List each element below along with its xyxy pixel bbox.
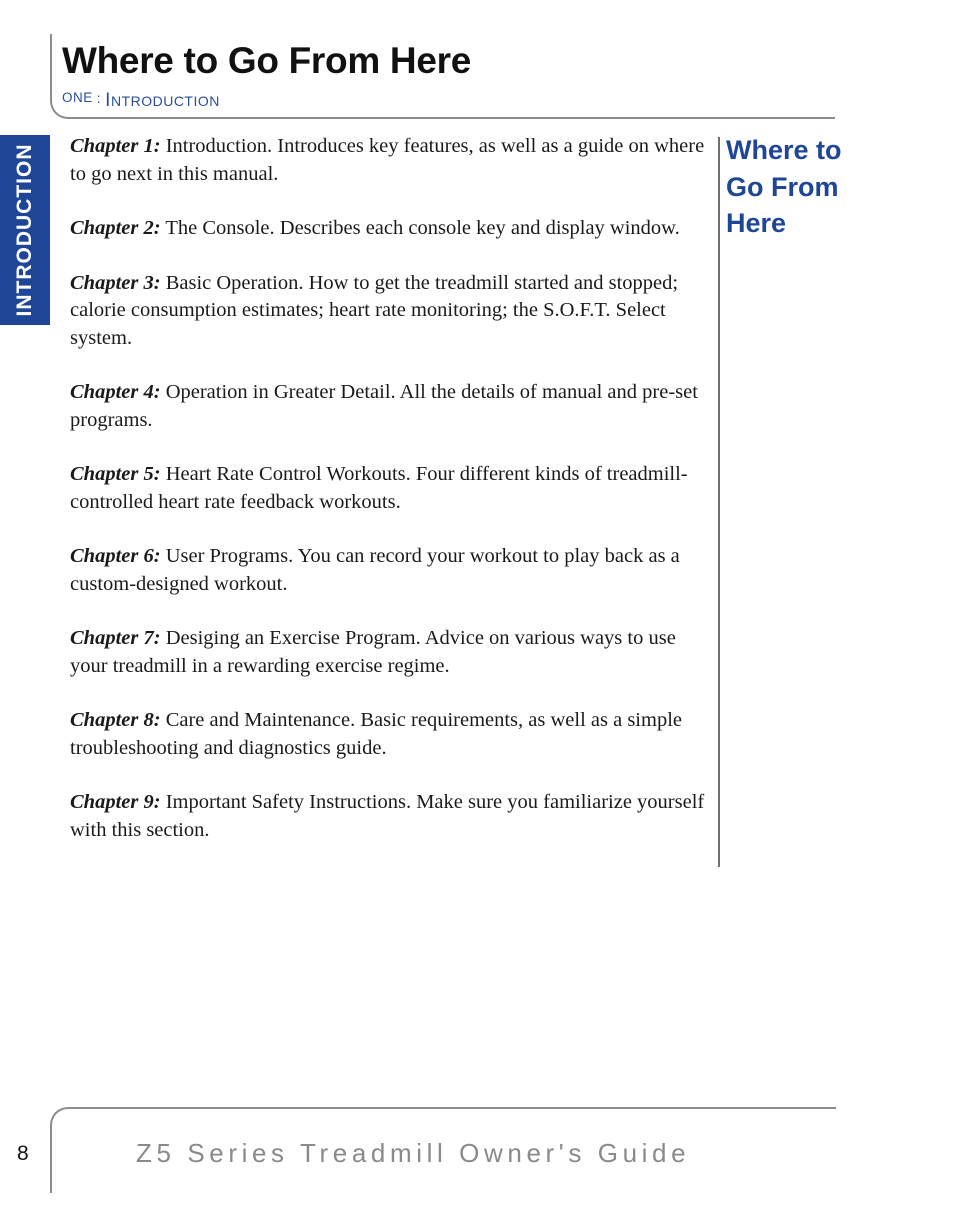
page-number: 8 — [17, 1142, 29, 1165]
sidebar-heading-line: Where to — [726, 135, 842, 165]
section-tab-label: INTRODUCTION — [13, 143, 36, 317]
chapter-description: Important Safety Instructions. Make sure you familiarize yourself with this section. — [70, 791, 705, 841]
chapter-label: Chapter 4: — [70, 381, 161, 403]
chapter-label: Chapter 6: — [70, 545, 161, 567]
chapter-label: Chapter 5: — [70, 463, 161, 485]
chapter-description: User Programs. You can record your workout to play back as a custom-designed workout. — [70, 545, 680, 595]
breadcrumb-separator: : — [96, 90, 102, 106]
sidebar-heading-line: Go From — [726, 171, 839, 202]
chapter-entry — [70, 625, 715, 680]
chapter-description: Care and Maintenance. Basic requirements, as well as a simple troubleshooting and diagnostics guide. — [70, 709, 682, 759]
chapter-description: Desiging an Exercise Program. Advice on various ways to use your treadmill in a rewarding exercise regime. — [70, 627, 676, 677]
sidebar-heading — [726, 132, 866, 242]
chapter-entry — [70, 707, 715, 762]
chapter-description: Heart Rate Control Workouts. Four different kinds of treadmill-controlled heart rate feedback workouts. — [70, 463, 688, 513]
chapter-entry — [70, 543, 715, 598]
chapter-description: Basic Operation. How to get the treadmill started and stopped; calorie consumption estimates; heart rate monitoring; the S.O.F.T. Select system. — [70, 271, 679, 349]
chapter-entry — [70, 789, 715, 844]
page-title: Where to Go From Here — [62, 40, 471, 81]
chapter-entry — [70, 215, 715, 243]
chapter-label: Chapter 3: — [70, 271, 161, 294]
chapter-label: Chapter 8: — [70, 709, 161, 731]
chapter-entry — [70, 379, 715, 434]
chapter-entry — [70, 461, 715, 516]
chapter-description: Operation in Greater Detail. All the details of manual and pre-set programs. — [70, 381, 698, 431]
breadcrumb-section: ONE — [62, 90, 93, 105]
column-divider — [718, 137, 720, 867]
chapter-label: Chapter 9: — [70, 791, 161, 813]
sidebar-heading-line: Here — [726, 208, 787, 238]
chapter-entry — [70, 270, 715, 353]
chapter-label: Chapter 2: — [70, 217, 161, 239]
chapter-description: Introduction. Introduces key features, as well as a guide on where to go next in this manual. — [70, 135, 705, 185]
chapter-description: The Console. Describes each console key and display window. — [160, 217, 680, 239]
breadcrumb-chapter-initial: I — [105, 90, 111, 111]
breadcrumb-chapter-rest: NTRODUCTION — [110, 93, 220, 109]
breadcrumb-chapter — [105, 90, 220, 112]
footer-title: Z5 Series Treadmill Owner's Guide — [136, 1138, 691, 1168]
chapter-entry — [70, 133, 715, 188]
chapter-label: Chapter 1: — [70, 135, 161, 157]
chapter-list — [70, 133, 715, 871]
chapter-label: Chapter 7: — [70, 627, 161, 649]
breadcrumb — [62, 90, 220, 112]
